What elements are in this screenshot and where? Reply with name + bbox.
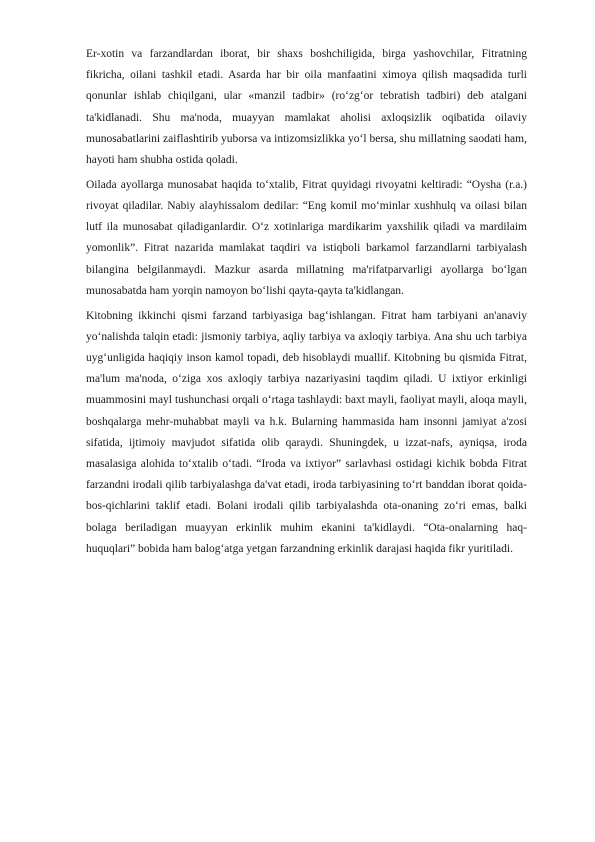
paragraph-child-upbringing: Kitobning ikkinchi qismi farzand tarbiyasiga bag‘ishlangan. Fitrat ham tarbiyani an'anaviy yo‘nalishda talqin etadi: jismoniy tarbiya, aqliy tarbiya va axloqiy tarbiya. Ana shu uch tarbiya uyg‘unligida haqiqiy inson kamol topadi, deb hisoblaydi muallif. Kitobning bu qismida Fitrat, ma'lum ma'noda, o‘ziga xos axloqiy tarbiya nazariyasini taqdim qiladi. U ixtiyor erkinligi muammosini mayl tushunchasi orqali o‘rtaga tashlaydi: baxt mayli, faoliyat mayli, aloqa mayli, boshqalarga mehr-muhabbat mayli va h.k. Bularning hammasida ham insonni jamiyat a'zosi sifatida, ijtimoiy mavjudot sifatida olib qaraydi. Shuningdek, u izzat-nafs, ayniqsa, iroda masalasiga alohida to‘xtalib o‘tadi. “Iroda va ixtiyor” sarlavhasi ostidagi kichik bobda Fitrat farzandni irodali qilib tarbiyalashga da'vat etadi, iroda tarbiyasining to‘rt banddan iborat qoida-bos-qichlarini taklif etadi. Bolani irodali qilib tarbiyalashda ota-onaning zo‘ri emas, balki bolaga beriladigan muayyan erkinlik muhim ekanini ta'kidlaydi. “Ota-onalarning haq-huquqlari” bobida ham balog‘atga yetgan farzandning erkinlik darajasi haqida fikr yuritiladi. xyxy=(86,309,527,555)
paragraph-attitude-to-women: Oilada ayollarga munosabat haqida to‘xtalib, Fitrat quyidagi rivoyatni keltiradi: “Oysha (r.a.) rivoyat qiladilar. Nabiy alayhissalom dedilar: “Eng komil mo‘minlar xushhulq va oilasi bilan lutf ila munosabat qiladiganlardir. O‘z xotinlariga mardikarim yaxshilik qiladi va mardilaim yomonlik”. Fitrat nazarida mamlakat taqdiri va istiqboli barkamol farzandlarni tarbiyalash bilangina belgilanmaydi. Mazkur asarda millatning ma'rifatparvarligi ayollarga bo‘lgan munosabatda ham yorqin namoyon bo‘lishi qayta-qayta ta'kidlangan. xyxy=(86,178,527,297)
document-page xyxy=(86,44,527,564)
paragraph-family-definition: Er-xotin va farzandlardan iborat, bir shaxs boshchiligida, birga yashovchilar, Fitratning fikricha, oilani tashkil etadi. Asarda har bir oila manfaatini ximoya qilish maqsadida turli qonunlar ishlab chiqilgani, ular «manzil tadbir» (ro‘zg‘or tebratish tadbiri) deb atalgani ta'kidlanadi. Shu ma'noda, muayyan mamlakat aholisi axloqsizlik oqibatida oilaviy munosabatlarini zaiflashtirib yuborsa va intizomsizlikka yo‘l bersa, shu millatning saodati ham, hayoti ham shubha ostida qoladi. xyxy=(86,48,527,167)
